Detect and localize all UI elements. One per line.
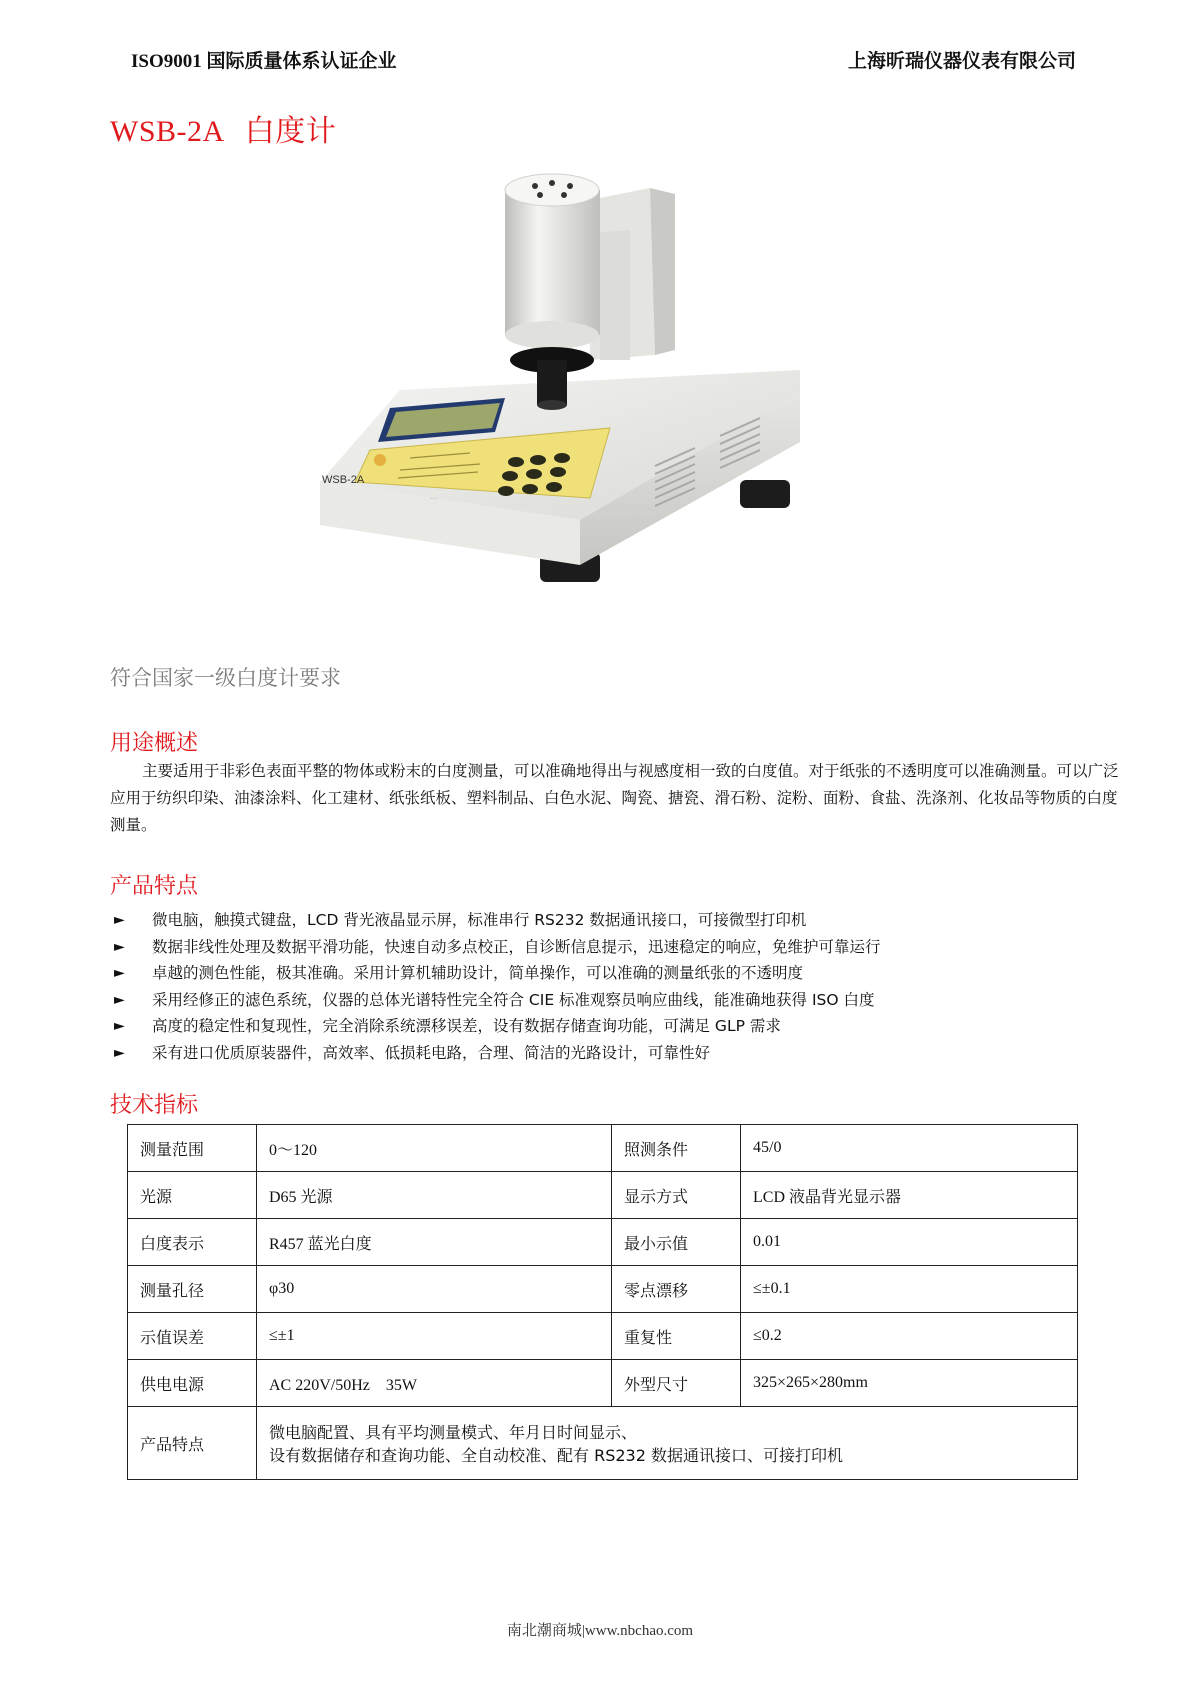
- feature-text: 卓越的测色性能，极其准确。采用计算机辅助设计，简单操作，可以准确的测量纸张的不透明度: [152, 964, 804, 982]
- spec-value: [257, 1407, 1078, 1480]
- bullet-icon: ►: [114, 912, 125, 928]
- feature-text: 微电脑，触摸式键盘，LCD 背光液晶显示屏，标准串行 RS232 数据通讯接口，可接微型打印机: [152, 911, 807, 929]
- spec-value: AC 220V/50Hz 35W: [257, 1360, 612, 1407]
- product-slogan: 符合国家一级白度计要求: [110, 666, 341, 690]
- spec-key: 零点漂移: [612, 1266, 741, 1313]
- bullet-icon: ►: [114, 965, 125, 981]
- spec-key: 光源: [128, 1172, 257, 1219]
- feature-item: [110, 907, 1120, 934]
- table-row: [128, 1266, 1078, 1313]
- spec-key: 显示方式: [612, 1172, 741, 1219]
- footer: 南北潮商城|www.nbchao.com: [506, 1623, 694, 1639]
- spec-value: ≤0.2: [741, 1313, 1078, 1360]
- feature-text: 高度的稳定性和复现性，完全消除系统漂移误差，设有数据存储查询功能，可满足 GLP 需求: [152, 1017, 781, 1035]
- spec-value: R457 蓝光白度: [257, 1219, 612, 1266]
- spec-value: ≤±1: [257, 1313, 612, 1360]
- product-title: [110, 106, 336, 150]
- device-label: WSB-2A: [322, 474, 365, 486]
- spec-value: ≤±0.1: [741, 1266, 1078, 1313]
- bullet-icon: ►: [114, 938, 125, 955]
- spec-key: 示值误差: [128, 1313, 257, 1360]
- table-row: [128, 1125, 1078, 1172]
- features-list: [110, 907, 1120, 1066]
- feature-item: [110, 1040, 1120, 1067]
- product-model: WSB-2A: [110, 115, 225, 148]
- spec-key: 供电电源: [128, 1360, 257, 1407]
- feature-item: [110, 1013, 1120, 1040]
- spec-value: 325×265×280mm: [741, 1360, 1078, 1407]
- bullet-icon: ►: [114, 991, 125, 1008]
- table-row: [128, 1360, 1078, 1407]
- product-name: 白度计: [244, 114, 337, 149]
- bullet-icon: ►: [114, 1044, 125, 1061]
- feature-item: [110, 934, 1120, 961]
- spec-key: 最小示值: [612, 1219, 741, 1266]
- feature-text: 采用经修正的滤色系统，仪器的总体光谱特性完全符合 CIE 标准观察员响应曲线，能准确地获得 ISO 白度: [152, 990, 875, 1009]
- overview-text: 主要适用于非彩色表面平整的物体或粉末的白度测量，可以准确地得出与视感度相一致的白度值。对于纸张的不透明度可以准确测量。可以广泛应用于纺织印染、油漆涂料、化工建材、纸张纸板、塑料制品、白色水泥、陶瓷、搪瓷、滑石粉、淀粉、面粉、食盐、洗涤剂、化妆品等物质的白度测量。: [110, 762, 1119, 834]
- spec-table: [127, 1124, 1078, 1480]
- feature-item: [110, 960, 1120, 987]
- spec-key: 重复性: [612, 1313, 741, 1360]
- feature-text: 采有进口优质原装器件，高效率、低损耗电路，合理、简洁的光路设计，可靠性好: [152, 1043, 711, 1062]
- features-heading: 产品特点: [110, 874, 199, 899]
- spec-value: LCD 液晶背光显示器: [741, 1172, 1078, 1219]
- table-row: [128, 1313, 1078, 1360]
- spec-key: 白度表示: [128, 1219, 257, 1266]
- header-certification: ISO9001 国际质量体系认证企业: [131, 51, 397, 72]
- product-photo: [322, 180, 890, 640]
- spec-key: 照测条件: [612, 1125, 741, 1172]
- spec-value: D65 光源: [257, 1172, 612, 1219]
- spec-key: 外型尺寸: [612, 1360, 741, 1407]
- specs-heading: 技术指标: [110, 1093, 199, 1118]
- feature-text: 数据非线性处理及数据平滑功能，快速自动多点校正，自诊断信息提示，迅速稳定的响应，免维护可靠运行: [152, 937, 881, 956]
- spec-key: 测量孔径: [128, 1266, 257, 1313]
- header-company: 上海昕瑞仪器仪表有限公司: [847, 50, 1076, 72]
- spec-value: 0～120: [257, 1125, 612, 1172]
- spec-value: 0.01: [741, 1219, 1078, 1266]
- table-row: [128, 1172, 1078, 1219]
- table-row: [128, 1407, 1078, 1480]
- bullet-icon: ►: [114, 1018, 125, 1034]
- spec-value: φ30: [257, 1266, 612, 1313]
- spec-key: 测量范围: [128, 1125, 257, 1172]
- spec-line: 设有数据储存和查询功能、全自动校准、配有 RS232 数据通讯接口、可接打印机: [269, 1446, 843, 1465]
- overview-heading: 用途概述: [110, 731, 199, 756]
- spec-value: 45/0: [741, 1125, 1078, 1172]
- feature-item: [110, 987, 1120, 1014]
- spec-key: 产品特点: [128, 1407, 257, 1480]
- table-row: [128, 1219, 1078, 1266]
- spec-line: 微电脑配置、具有平均测量模式、年月日时间显示、: [269, 1423, 638, 1442]
